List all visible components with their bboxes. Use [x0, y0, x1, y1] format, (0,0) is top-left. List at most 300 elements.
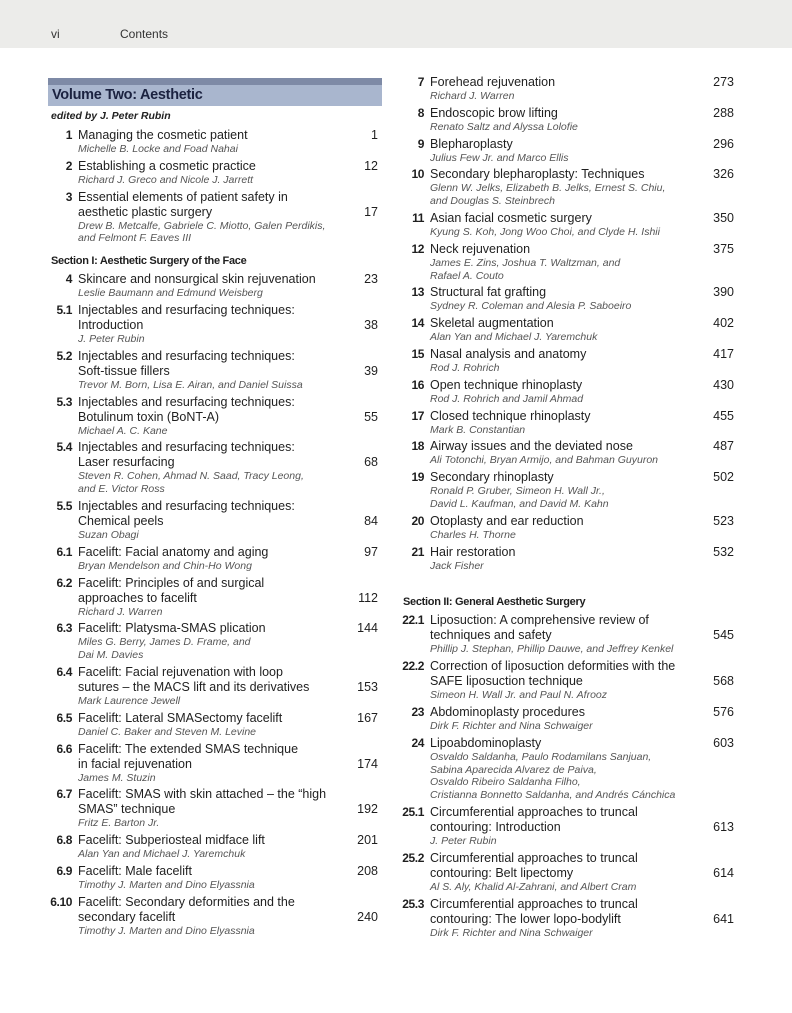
chapter-authors-line: Glenn W. Jelks, Elizabeth B. Jelks, Ernest S. Chiu,	[430, 182, 666, 195]
toc-entry	[48, 787, 382, 830]
chapter-number: 3	[65, 189, 72, 204]
chapter-title	[430, 106, 698, 121]
toc-entry	[400, 851, 738, 894]
chapter-authors	[430, 835, 698, 848]
chapter-authors-line: David L. Kaufman, and David M. Kahn	[430, 497, 609, 510]
chapter-title-line: Facelift: Subperiosteal midface lift	[78, 833, 265, 848]
chapter-page-number: 192	[357, 802, 378, 817]
chapter-title-line: Nasal analysis and anatomy	[430, 346, 587, 361]
chapter-number: 24	[411, 735, 424, 750]
toc-entry	[48, 864, 382, 892]
chapter-authors-line: Jack Fisher	[430, 559, 484, 572]
chapter-authors-line: Michael A. C. Kane	[78, 424, 168, 437]
chapter-number: 19	[411, 470, 424, 485]
chapter-title	[430, 514, 698, 529]
chapter-authors-line: and Douglas S. Steinbrech	[430, 195, 555, 208]
toc-entry	[48, 665, 382, 708]
chapter-authors-line: Cristianna Bonnetto Saldanha, and Andrés Cánchica	[430, 789, 676, 802]
chapter-number: 8	[417, 105, 424, 120]
chapter-title	[78, 621, 342, 636]
chapter-title-line: SMAS” technique	[78, 802, 176, 817]
chapter-title-line: in facial rejuvenation	[78, 756, 192, 771]
chapter-authors-line: Fritz E. Barton Jr.	[78, 817, 160, 830]
chapter-page-number: 523	[713, 513, 734, 528]
chapter-title-line: contouring: Belt lipectomy	[430, 865, 574, 880]
chapter-title-line: Closed technique rhinoplasty	[430, 408, 591, 423]
chapter-title-line: sutures – the MACS lift and its derivatives	[78, 679, 310, 694]
chapter-number: 20	[411, 513, 424, 528]
chapter-authors	[430, 881, 698, 894]
chapter-title	[78, 665, 342, 695]
chapter-page-number: 326	[713, 167, 734, 182]
chapter-authors-line: and Felmont F. Eaves III	[78, 232, 192, 245]
chapter-authors	[430, 751, 698, 802]
chapter-number: 25.3	[402, 896, 424, 911]
chapter-page-number: 532	[713, 544, 734, 559]
toc-list-face	[48, 272, 382, 937]
toc-entry	[400, 167, 738, 208]
toc-entry	[400, 736, 738, 802]
toc-entry	[48, 303, 382, 346]
chapter-title	[430, 137, 698, 152]
chapter-title	[78, 545, 342, 560]
chapter-page-number: 487	[713, 439, 734, 454]
toc-entry	[400, 897, 738, 940]
chapter-title	[430, 851, 698, 881]
chapter-title-line: Asian facial cosmetic surgery	[430, 210, 592, 225]
toc-entry	[48, 395, 382, 438]
chapter-authors-line: Richard J. Greco and Nicole J. Jarrett	[78, 173, 254, 186]
chapter-title	[430, 805, 698, 835]
toc-entry	[48, 833, 382, 861]
chapter-number: 13	[411, 285, 424, 300]
chapter-title-line: Chemical peels	[78, 513, 164, 528]
chapter-title	[78, 864, 342, 879]
toc-entry	[48, 545, 382, 573]
chapter-page-number: 613	[713, 819, 734, 834]
chapter-authors-line: Simeon H. Wall Jr. and Paul N. Afrooz	[430, 689, 608, 702]
toc-entry	[48, 440, 382, 496]
toc-entry	[48, 190, 382, 246]
chapter-number: 17	[411, 408, 424, 423]
chapter-title-line: Facelift: Principles of and surgical	[78, 575, 265, 590]
chapter-authors	[430, 300, 698, 313]
toc-entry	[400, 106, 738, 134]
toc-entry	[400, 613, 738, 656]
chapter-page-number: 112	[358, 590, 378, 605]
chapter-number: 5.5	[56, 498, 72, 513]
chapter-authors	[78, 772, 342, 785]
chapter-authors-line: Richard J. Warren	[430, 90, 515, 102]
chapter-title-line: Essential elements of patient safety in	[78, 189, 288, 204]
toc-entry	[48, 895, 382, 938]
chapter-title-line: Injectables and resurfacing techniques:	[78, 440, 295, 455]
chapter-title-line: approaches to facelift	[78, 590, 197, 605]
chapter-title-line: Liposuction: A comprehensive review of	[430, 613, 649, 628]
chapter-title	[78, 128, 342, 143]
chapter-authors-line: and E. Victor Ross	[78, 483, 165, 496]
volume-title: Volume Two: Aesthetic	[48, 85, 382, 106]
chapter-page-number: 350	[713, 210, 734, 225]
chapter-title-line: Circumferential approaches to truncal	[430, 804, 638, 819]
chapter-title	[430, 409, 698, 424]
toc-entry	[400, 545, 738, 573]
chapter-page-number: 576	[713, 704, 734, 719]
toc-entry	[400, 514, 738, 542]
chapter-authors-line: Rafael A. Couto	[430, 269, 504, 282]
chapter-number: 5.1	[56, 302, 72, 317]
chapter-title	[78, 349, 342, 379]
toc-list-volume-front	[48, 128, 382, 245]
chapter-title	[78, 440, 342, 470]
chapter-title	[430, 897, 698, 927]
chapter-page-number: 375	[713, 241, 734, 256]
chapter-authors	[78, 174, 342, 187]
chapter-page-number: 39	[364, 363, 378, 378]
chapter-number: 6.3	[56, 621, 72, 636]
chapter-authors-line: James E. Zins, Joshua T. Waltzman, and	[430, 256, 621, 269]
chapter-page-number: 55	[364, 409, 378, 424]
chapter-authors	[78, 726, 342, 739]
chapter-number: 2	[65, 158, 72, 173]
chapter-page-number: 288	[713, 105, 734, 120]
toc-entry	[400, 347, 738, 375]
toc-entry	[400, 705, 738, 733]
chapter-number: 6.6	[56, 741, 72, 756]
chapter-authors	[78, 879, 342, 892]
chapter-title	[430, 167, 698, 182]
section-heading-general: Section II: General Aesthetic Surgery	[403, 596, 586, 609]
chapter-title-line: Secondary blepharoplasty: Techniques	[430, 167, 645, 182]
chapter-number: 9	[417, 136, 424, 151]
chapter-number: 10	[411, 167, 424, 182]
chapter-authors	[78, 425, 342, 438]
chapter-number: 7	[417, 75, 424, 89]
chapter-page-number: 430	[713, 377, 734, 392]
toc-entry	[48, 349, 382, 392]
chapter-title	[78, 833, 342, 848]
toc-entry	[400, 470, 738, 511]
chapter-page-number: 144	[357, 621, 378, 636]
chapter-number: 21	[411, 544, 424, 559]
chapter-page-number: 455	[713, 408, 734, 423]
chapter-authors	[430, 529, 698, 542]
chapter-title-line: Facelift: The extended SMAS technique	[78, 741, 299, 756]
chapter-title-line: Facelift: Secondary deformities and the	[78, 894, 295, 909]
chapter-title	[430, 211, 698, 226]
chapter-title-line: Circumferential approaches to truncal	[430, 896, 638, 911]
chapter-title-line: Injectables and resurfacing techniques:	[78, 302, 295, 317]
chapter-authors-line: Daniel C. Baker and Steven M. Levine	[78, 725, 257, 738]
chapter-title	[430, 470, 698, 485]
chapter-title-line: Facelift: SMAS with skin attached – the “high	[78, 787, 327, 802]
chapter-authors-line: Timothy J. Marten and Dino Elyassnia	[78, 924, 255, 937]
chapter-authors-line: Kyung S. Koh, Jong Woo Choi, and Clyde H. Ishii	[430, 225, 660, 238]
chapter-authors	[430, 424, 698, 437]
chapter-authors-line: Miles G. Berry, James D. Frame, and	[78, 636, 251, 649]
chapter-page-number: 97	[364, 544, 378, 559]
chapter-authors-line: Timothy J. Marten and Dino Elyassnia	[78, 878, 255, 891]
toc-entry	[400, 137, 738, 165]
chapter-title-line: Establishing a cosmetic practice	[78, 158, 256, 173]
chapter-number: 6.2	[56, 575, 72, 590]
chapter-authors	[78, 636, 342, 662]
chapter-page-number: 603	[713, 735, 734, 750]
chapter-title	[430, 242, 698, 257]
chapter-number: 12	[411, 241, 424, 256]
chapter-authors	[78, 529, 342, 542]
chapter-authors-line: Renato Saltz and Alyssa Lolofie	[430, 120, 578, 133]
chapter-number: 4	[65, 272, 72, 287]
chapter-title	[430, 545, 698, 560]
toc-entry	[48, 621, 382, 662]
chapter-number: 16	[411, 377, 424, 392]
chapter-authors-line: James M. Stuzin	[78, 771, 156, 784]
volume-heading-box	[48, 78, 382, 106]
chapter-title	[78, 499, 342, 529]
chapter-number: 15	[411, 346, 424, 361]
toc-entry	[48, 272, 382, 300]
chapter-authors-line: Ronald P. Gruber, Simeon H. Wall Jr.,	[430, 485, 605, 498]
chapter-title	[430, 378, 698, 393]
chapter-title-line: contouring: The lower lopo-bodylift	[430, 911, 621, 926]
chapter-page-number: 12	[364, 158, 378, 173]
toc-entry	[400, 285, 738, 313]
chapter-authors	[430, 643, 698, 656]
chapter-title-line: Blepharoplasty	[430, 136, 513, 151]
chapter-title-line: Facelift: Facial anatomy and aging	[78, 544, 269, 559]
chapter-title-line: Introduction	[78, 317, 144, 332]
chapter-title-line: Facelift: Facial rejuvenation with loop	[78, 664, 283, 679]
chapter-number: 6.8	[56, 833, 72, 848]
chapter-authors	[78, 220, 342, 246]
chapter-authors-line: Mark B. Constantian	[430, 423, 526, 436]
chapter-authors-line: Rod J. Rohrich	[430, 361, 500, 374]
chapter-number: 18	[411, 439, 424, 454]
right-column	[400, 70, 738, 942]
toc-entry	[48, 159, 382, 187]
chapter-authors	[430, 454, 698, 467]
chapter-authors	[430, 560, 698, 573]
chapter-authors-line: Sydney R. Coleman and Alesia P. Saboeiro	[430, 300, 632, 313]
chapter-title-line: Endoscopic brow lifting	[430, 105, 558, 120]
chapter-authors-line: Ali Totonchi, Bryan Armijo, and Bahman Guyuron	[430, 454, 659, 467]
chapter-title-line: Open technique rhinoplasty	[430, 377, 583, 392]
chapter-page-number: 38	[364, 317, 378, 332]
chapter-authors-line: Phillip J. Stephan, Phillip Dauwe, and Jeffrey Kenkel	[430, 643, 674, 656]
chapter-page-number: 23	[364, 272, 378, 287]
chapter-title-line: Injectables and resurfacing techniques:	[78, 498, 295, 513]
chapter-title-line: Skeletal augmentation	[430, 316, 554, 331]
chapter-authors-line: Leslie Baumann and Edmund Weisberg	[78, 287, 263, 300]
chapter-title-line: contouring: Introduction	[430, 819, 561, 834]
chapter-title-line: Botulinum toxin (BoNT-A)	[78, 409, 220, 424]
chapter-number: 11	[412, 210, 424, 225]
chapter-title	[78, 787, 342, 817]
chapter-authors	[430, 689, 698, 702]
chapter-page-number: 17	[364, 204, 378, 219]
chapter-title-line: aesthetic plastic surgery	[78, 204, 213, 219]
chapter-title	[430, 75, 698, 90]
running-title: Contents	[120, 27, 169, 41]
chapter-number: 25.1	[402, 804, 424, 819]
chapter-page-number: 545	[713, 628, 734, 643]
chapter-title-line: Secondary rhinoplasty	[430, 470, 554, 485]
chapter-title-line: Skincare and nonsurgical skin rejuvenation	[78, 272, 316, 287]
chapter-title-line: techniques and safety	[430, 628, 552, 643]
chapter-title	[78, 159, 342, 174]
chapter-title	[78, 190, 342, 220]
chapter-page-number: 390	[713, 285, 734, 300]
chapter-number: 22.2	[402, 659, 424, 674]
running-header	[0, 0, 792, 48]
section-heading-face: Section I: Aesthetic Surgery of the Face	[51, 255, 247, 268]
toc-entry	[48, 576, 382, 619]
chapter-authors	[430, 182, 698, 208]
chapter-page-number: 68	[364, 455, 378, 470]
chapter-authors-line: Alan Yan and Michael J. Yaremchuk	[430, 331, 598, 344]
chapter-page-number: 84	[364, 513, 378, 528]
toc-entry	[400, 242, 738, 283]
chapter-title	[78, 395, 342, 425]
chapter-title-line: Facelift: Male facelift	[78, 863, 192, 878]
chapter-authors	[430, 152, 698, 165]
chapter-title-line: Managing the cosmetic patient	[78, 128, 248, 142]
chapter-authors	[430, 90, 698, 103]
toc-entry	[48, 742, 382, 785]
chapter-page-number: 502	[713, 470, 734, 485]
chapter-number: 23	[411, 704, 424, 719]
chapter-title-line: Neck rejuvenation	[430, 241, 531, 256]
toc-list-face-continued	[400, 75, 738, 572]
chapter-title	[78, 576, 342, 606]
chapter-title-line: Hair restoration	[430, 544, 516, 559]
chapter-authors	[430, 362, 698, 375]
toc-entry	[48, 711, 382, 739]
chapter-authors-line: Al S. Aly, Khalid Al-Zahrani, and Albert Cram	[430, 880, 637, 893]
chapter-title	[430, 736, 698, 751]
chapter-authors	[78, 560, 342, 573]
chapter-authors	[78, 470, 342, 496]
toc-entry	[400, 409, 738, 437]
toc-entry	[400, 659, 738, 702]
chapter-authors	[78, 925, 342, 938]
chapter-authors-line: Trevor M. Born, Lisa E. Airan, and Daniel Suissa	[78, 378, 303, 391]
volume-heading-rule	[48, 78, 382, 85]
toc-entry	[48, 128, 382, 156]
chapter-authors-line: Drew B. Metcalfe, Gabriele C. Miotto, Galen Perdikis,	[78, 219, 326, 232]
chapter-title	[78, 895, 342, 925]
chapter-authors-line: Alan Yan and Michael J. Yaremchuk	[78, 848, 246, 861]
chapter-title	[78, 711, 342, 726]
chapter-number: 5.3	[56, 394, 72, 409]
chapter-number: 6.4	[56, 664, 72, 679]
chapter-authors-line: Dirk F. Richter and Nina Schwaiger	[430, 719, 593, 732]
chapter-authors-line: J. Peter Rubin	[430, 834, 497, 847]
chapter-authors	[78, 695, 342, 708]
chapter-authors	[78, 379, 342, 392]
chapter-authors	[430, 393, 698, 406]
chapter-number: 6.9	[56, 863, 72, 878]
chapter-authors-line: Michelle B. Locke and Foad Nahai	[78, 143, 238, 155]
chapter-authors-line: Dirk F. Richter and Nina Schwaiger	[430, 926, 593, 939]
chapter-authors-line: Charles H. Thorne	[430, 528, 516, 541]
chapter-authors-line: Bryan Mendelson and Chin-Ho Wong	[78, 559, 252, 572]
chapter-number: 6.7	[56, 787, 72, 802]
chapter-page-number: 1	[371, 128, 378, 142]
chapter-authors	[430, 720, 698, 733]
chapter-title-line: Circumferential approaches to truncal	[430, 850, 638, 865]
chapter-page-number: 417	[713, 346, 734, 361]
chapter-title-line: Lipoabdominoplasty	[430, 735, 542, 750]
toc-entry	[400, 378, 738, 406]
chapter-title-line: Forehead rejuvenation	[430, 75, 556, 89]
chapter-title-line: Airway issues and the deviated nose	[430, 439, 633, 454]
chapter-title-line: Injectables and resurfacing techniques:	[78, 394, 295, 409]
chapter-title	[430, 439, 698, 454]
chapter-number: 5.2	[56, 348, 72, 363]
chapter-title-line: Correction of liposuction deformities with the	[430, 659, 676, 674]
chapter-title-line: Injectables and resurfacing techniques:	[78, 348, 295, 363]
chapter-authors	[78, 333, 342, 346]
chapter-authors	[78, 287, 342, 300]
chapter-authors-line: Rod J. Rohrich and Jamil Ahmad	[430, 392, 584, 405]
chapter-authors	[430, 927, 698, 940]
chapter-title	[78, 742, 342, 772]
chapter-authors-line: J. Peter Rubin	[78, 332, 145, 345]
left-column	[48, 70, 382, 941]
chapter-page-number: 641	[713, 911, 734, 926]
chapter-page-number: 614	[713, 865, 734, 880]
toc-list-general	[400, 613, 738, 939]
chapter-page-number: 296	[713, 136, 734, 151]
chapter-title-line: Laser resurfacing	[78, 455, 175, 470]
chapter-page-number: 273	[713, 75, 734, 89]
chapter-title-line: secondary facelift	[78, 909, 176, 924]
chapter-page-number: 240	[357, 909, 378, 924]
chapter-title	[430, 285, 698, 300]
chapter-authors-line: Suzan Obagi	[78, 528, 139, 541]
chapter-page-number: 208	[357, 863, 378, 878]
chapter-page-number: 402	[713, 316, 734, 331]
chapter-title	[78, 303, 342, 333]
chapter-authors	[430, 257, 698, 283]
chapter-title-line: Structural fat grafting	[430, 285, 547, 300]
chapter-authors-line: Osvaldo Ribeiro Saldanha Filho,	[430, 776, 581, 789]
chapter-number: 6.5	[56, 710, 72, 725]
chapter-number: 6.10	[50, 894, 72, 909]
chapter-authors-line: Sabina Aparecida Alvarez de Paiva,	[430, 763, 597, 776]
chapter-title	[430, 613, 698, 643]
chapter-number: 6.1	[56, 544, 72, 559]
chapter-title-line: Soft-tissue fillers	[78, 363, 170, 378]
chapter-authors-line: Mark Laurence Jewell	[78, 694, 181, 707]
chapter-authors	[430, 121, 698, 134]
chapter-number: 5.4	[56, 440, 72, 455]
chapter-authors	[78, 848, 342, 861]
toc-entry	[400, 75, 738, 103]
chapter-authors	[78, 143, 342, 156]
chapter-page-number: 153	[357, 679, 378, 694]
toc-entry	[400, 211, 738, 239]
chapter-authors	[430, 331, 698, 344]
volume-editor: edited by J. Peter Rubin	[51, 110, 171, 122]
chapter-title-line: Facelift: Platysma-SMAS plication	[78, 621, 266, 636]
chapter-title	[78, 272, 342, 287]
chapter-title	[430, 316, 698, 331]
chapter-page-number: 167	[357, 710, 378, 725]
chapter-authors-line: Julius Few Jr. and Marco Ellis	[430, 151, 569, 164]
